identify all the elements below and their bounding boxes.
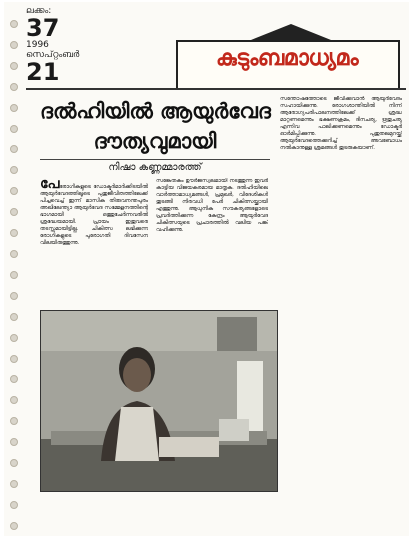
article-column-3 bbox=[280, 96, 402, 528]
issue-year: 1996 bbox=[26, 40, 49, 50]
binder-holes bbox=[10, 20, 18, 530]
volume-label: ലക്കം: bbox=[26, 6, 52, 16]
binder-hole bbox=[10, 292, 18, 300]
binder-hole bbox=[10, 438, 18, 446]
binder-hole bbox=[10, 62, 18, 70]
binder-hole bbox=[10, 396, 18, 404]
article-byline: നിഷാ കണ്ണമ്മാരത്ത് bbox=[108, 162, 202, 173]
article-column-1 bbox=[40, 178, 148, 306]
binder-hole bbox=[10, 208, 18, 216]
binder-hole bbox=[10, 480, 18, 488]
issue-info bbox=[26, 6, 86, 84]
headline-line-2: ദൗത്യവുമായി bbox=[93, 129, 217, 153]
binder-hole bbox=[10, 125, 18, 133]
issue-month: സെപ്റ്റംബർ bbox=[26, 50, 80, 60]
newspaper-page bbox=[4, 2, 409, 536]
binder-hole bbox=[10, 417, 18, 425]
masthead bbox=[176, 24, 400, 90]
binder-hole bbox=[10, 20, 18, 28]
binder-hole bbox=[10, 229, 18, 237]
byline-rule bbox=[40, 159, 270, 160]
binder-hole bbox=[10, 522, 18, 530]
binder-hole bbox=[10, 313, 18, 321]
article-headline bbox=[40, 96, 270, 156]
header-divider bbox=[26, 88, 406, 90]
volume-number: 37 bbox=[26, 14, 60, 42]
article-dropcap: പേ bbox=[40, 178, 60, 192]
column-1-body: രോഗികളുടെ ഡോക്ടർമാർക്കിടയിൽ ആയുർവേദത്തിലൂടെ പുതുജീവിതത്തിലേക്ക് പിച്ചവെച്ച് ഇന്ന് മാസിക തിരുവനന്തപുരം അഖിലേന്ത്യാ ആയുർവേദ സമ്മേളനത്തിന്റെ ഭാഗമായി ഒത്തുചേർന്നവരിൽ ശ്രദ്ധേയമായി. പ്രായം ഇതുവരെ തടസ്സമായിട്ടില്ല. ചികിത്സ ലഭിക്കുന്ന രോഗികളുടെ പുരോഗതി ദിവസേന വിലയിരുത്തുന്നു. bbox=[40, 184, 148, 246]
headline-line-1: ദൽഹിയിൽ ആയുർവേദ bbox=[40, 99, 271, 123]
binder-hole bbox=[10, 375, 18, 383]
binder-hole bbox=[10, 104, 18, 112]
binder-hole bbox=[10, 501, 18, 509]
doctor-at-desk-photo bbox=[41, 311, 277, 491]
binder-hole bbox=[10, 166, 18, 174]
binder-hole bbox=[10, 459, 18, 467]
article-photo bbox=[40, 310, 278, 492]
article-column-2 bbox=[156, 178, 268, 306]
binder-hole bbox=[10, 187, 18, 195]
binder-hole bbox=[10, 41, 18, 49]
binder-hole bbox=[10, 145, 18, 153]
masthead-title: കുടുംബമാധ്യമം bbox=[215, 46, 359, 71]
binder-hole bbox=[10, 250, 18, 258]
binder-hole bbox=[10, 334, 18, 342]
binder-hole bbox=[10, 355, 18, 363]
binder-hole bbox=[10, 83, 18, 91]
column-3-text: സന്തോഷത്തോടെ ജീവിക്കുവാൻ ആയുർവേദം സഹായിക്കുന്നു. രോഗശാന്തിയിൽ നിന്ന് ആരോഗ്യപരിപാലനത്തിലേക്ക് ശ്രദ്ധ മാറ്റണമെന്നും ഭക്ഷണക്രമം, ദിനചര്യ, ഋതുചര്യ എന്നിവ പാലിക്കണമെന്നും ഡോക്ടർ ഓർമിപ്പിക്കുന്നു. പുതുതലമുറയ്ക്ക് ആയുർവേദത്തെക്കുറിച്ച് അവബോധം നൽകാനുള്ള ശ്രമങ്ങൾ തുടരുകയാണ്. bbox=[280, 96, 402, 151]
column-1-text bbox=[40, 178, 148, 247]
binder-hole bbox=[10, 271, 18, 279]
issue-day: 21 bbox=[26, 58, 60, 86]
column-2-text: സങ്കേതകം ഊർജസ്വലമായി നടത്തുന്ന ഇവർ കാട്ടിയ വിജയകരമായ മാതൃക. ദൽഹിയിലെ വാർത്താമാധ്യമങ്ങൾ, പ്രമുഖർ, വിദേശികൾ തുടങ്ങി നിരവധി പേർ ചികിത്സയ്ക്കായി എത്തുന്നു. ആധുനിക സൗകര്യങ്ങളോടെ പ്രവർത്തിക്കുന്ന കേന്ദ്രം ആയുർവേദ ചികിത്സയുടെ പ്രചാരത്തിൽ വലിയ പങ്ക് വഹിക്കുന്നു. bbox=[156, 178, 268, 233]
